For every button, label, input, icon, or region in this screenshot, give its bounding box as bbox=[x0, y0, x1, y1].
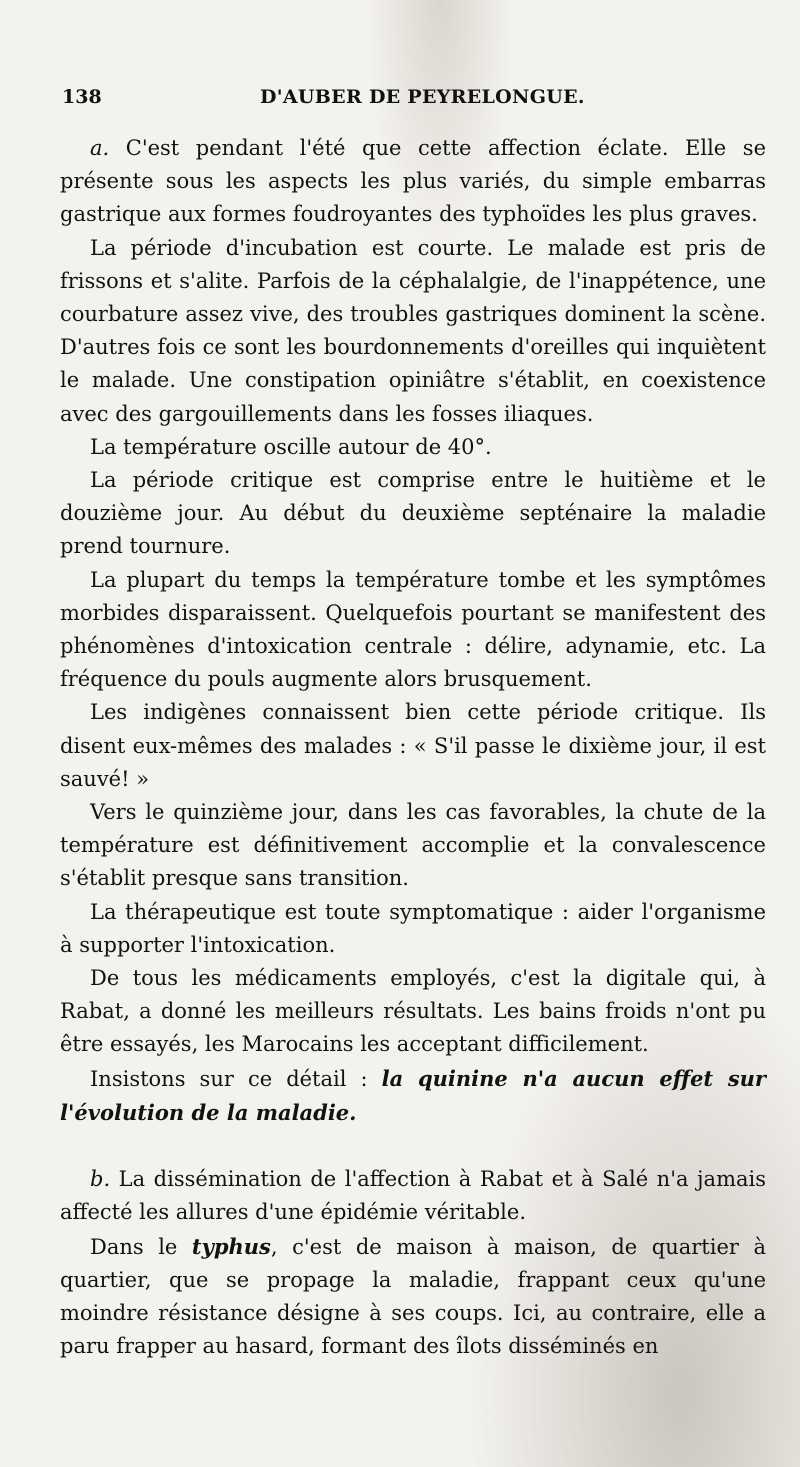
paragraph-text: La période d'incubation est courte. Le malade est pris de frissons et s'alite. Parfois de la céphalalgie, de l'inappétence, une courbature assez vive, des troubles gastriques dominent la scène. D'autres fois ce sont les bourdonnements d'oreilles qui inquiètent le malade. Une constipation opiniâtre s'établit, en coexistence avec des gargouillements dans les fosses iliaques. bbox=[60, 235, 766, 426]
paragraph-text: Vers le quinzième jour, dans les cas favorables, la chute de la température est définitivement accomplie et la convalescence s'établit presque sans transition. bbox=[60, 800, 766, 891]
paragraph-text: La plupart du temps la température tombe et les symptômes morbides disparaissent. Quelquefois pourtant se manifestent des phénomènes d'intoxication centrale : délire, adynamie, etc. La fréquence du pouls augmente alors brusquement. bbox=[60, 567, 766, 692]
section-label-a: a. bbox=[90, 136, 110, 160]
paragraph-temperature bbox=[60, 431, 766, 464]
paragraph-text: La période critique est comprise entre le huitième et le douzième jour. Au début du deuxième septénaire la maladie prend tournure. bbox=[60, 468, 766, 559]
paragraph-a bbox=[60, 132, 766, 232]
paragraph-text: La dissémination de l'affection à Rabat et à Salé n'a jamais affecté les allures d'une épidémie véritable. bbox=[60, 1167, 766, 1225]
section-label-b: b. bbox=[90, 1167, 111, 1192]
paragraph-text: La température oscille autour de 40°. bbox=[90, 434, 492, 459]
paragraph-typhus bbox=[60, 1230, 766, 1364]
emphasis-text: la quinine n'a aucun effet sur l'évolution de la maladie. bbox=[60, 1065, 766, 1125]
paragraph-incubation bbox=[60, 232, 766, 431]
paragraph-text: C'est pendant l'été que cette affection éclate. Elle se présente sous les aspects les plus variés, du simple embarras gastrique aux formes foudroyantes des typhoïdes les plus graves. bbox=[60, 136, 766, 227]
paragraph-therapy bbox=[60, 896, 766, 962]
paragraph-text: Insistons sur ce détail : bbox=[90, 1066, 382, 1091]
paragraph-natives bbox=[60, 696, 766, 796]
running-head: D'AUBER DE PEYRELONGUE. bbox=[260, 86, 585, 108]
paragraph-text-before: Dans le bbox=[90, 1234, 192, 1259]
paragraph-critical-period bbox=[60, 464, 766, 564]
paragraph-text: Les indigènes connaissent bien cette période critique. Ils disent eux-mêmes des malades : « S'il passe le dixième jour, il est sauvé! » bbox=[60, 700, 766, 791]
paragraph-text: La thérapeutique est toute symptomatique : aider l'organisme à supporter l'intoxication. bbox=[60, 899, 766, 957]
paragraph-text: De tous les médicaments employés, c'est la digitale qui, à Rabat, a donné les meilleurs résultats. Les bains froids n'ont pu être essayés, les Marocains les acceptant difficilement. bbox=[60, 966, 766, 1057]
body-text bbox=[60, 132, 766, 1363]
page-header bbox=[62, 86, 752, 120]
paragraph-medications bbox=[60, 962, 766, 1062]
emphasis-text: typhus bbox=[191, 1233, 271, 1259]
paragraph-symptoms bbox=[60, 564, 766, 697]
paragraph-b bbox=[60, 1163, 766, 1229]
page-number: 138 bbox=[62, 86, 102, 108]
paragraph-quinine bbox=[60, 1062, 766, 1130]
paragraph-convalescence bbox=[60, 796, 766, 896]
paragraph-text: , c'est de maison à maison, de quartier à quartier, que se propage la maladie, frappant ceux qu'une moindre résistance désigne à ses coups. Ici, au contraire, elle a paru frapper au hasard, formant des îlots disséminés en bbox=[60, 1234, 766, 1359]
